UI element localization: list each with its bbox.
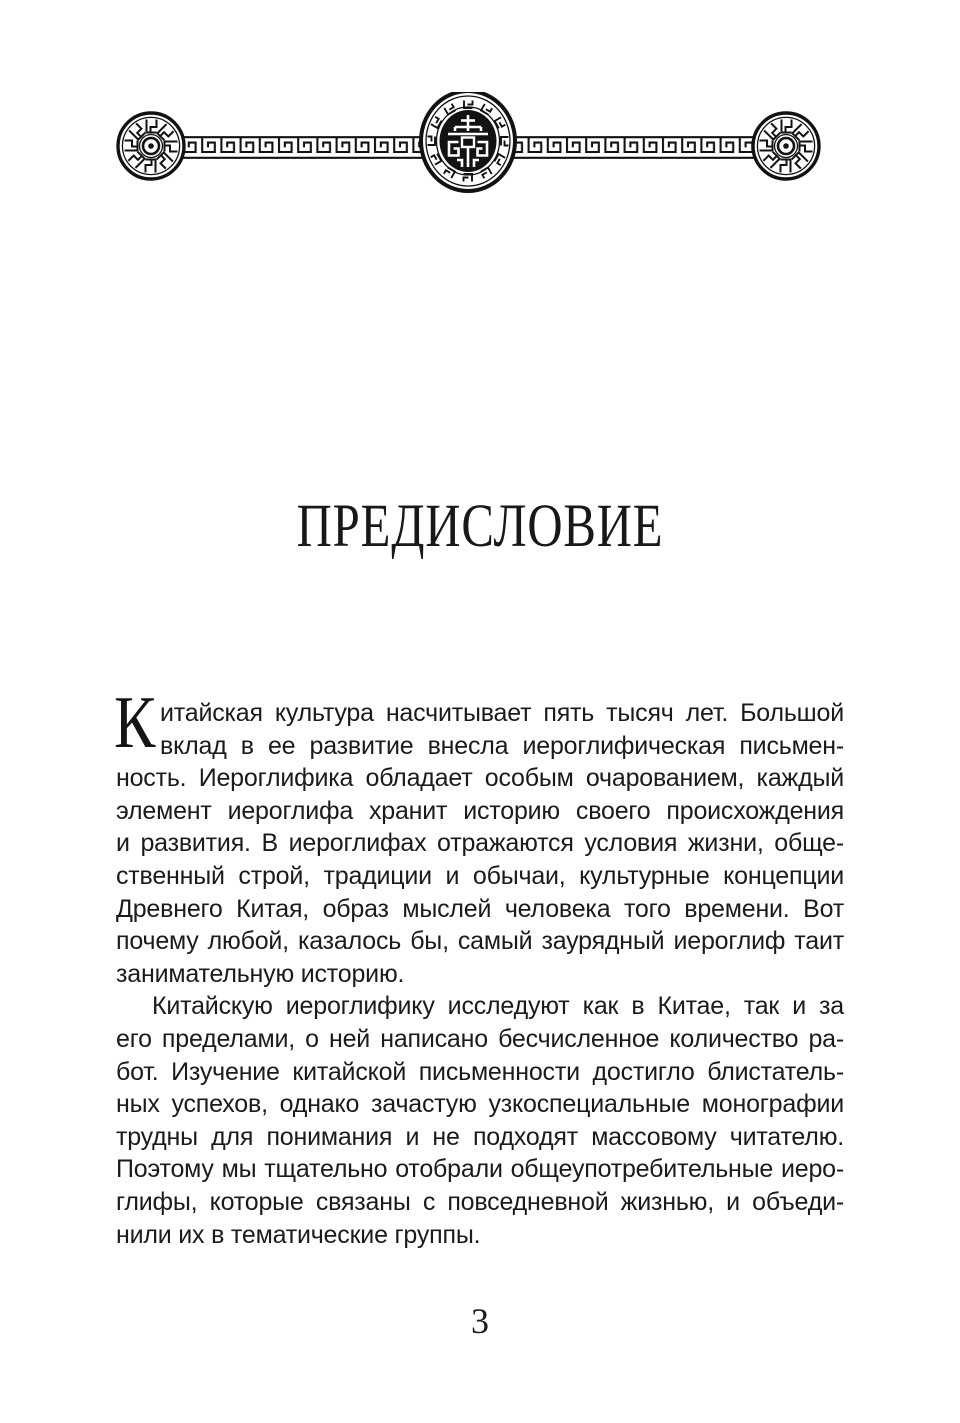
- text-line: Древнего Китая, образ мыслей человека того времени. Вот: [116, 894, 844, 923]
- text-line: Китайскую иероглифику исследуют как в Китае, так и за: [152, 992, 844, 1021]
- ornament-graphic: [0, 92, 960, 212]
- text-line: занимательную историю.: [116, 959, 405, 988]
- preface-text: [114, 682, 844, 1251]
- text-line: трудны для понимания и не подходят массовому читателю.: [116, 1122, 844, 1151]
- text-line: Поэтому мы тщательно отобрали общеупотребительные иеро-: [116, 1155, 844, 1184]
- text-line: его пределами, о ней написано бесчисленное количество ра-: [116, 1024, 844, 1053]
- medallion-left-icon: [118, 113, 184, 179]
- medallion-right-icon: [753, 113, 819, 179]
- paragraph-2: [116, 990, 844, 1251]
- paragraph-1: [116, 697, 844, 990]
- drop-cap: К: [114, 682, 156, 764]
- text-line: элемент иероглифа хранит историю своего происхождения: [116, 796, 844, 825]
- page-number: 3: [471, 1301, 489, 1341]
- text-line: ственный строй, традиции и обычаи, культурные концепции: [116, 861, 844, 890]
- text-line: бот. Изучение китайской письменности достигло блистатель-: [116, 1057, 844, 1086]
- shou-medallion-icon: [421, 92, 515, 191]
- text-line: вклад в ее развитие внесла иероглифическая письмен-: [160, 731, 844, 760]
- text-line: ных успехов, однако зачастую узкоспециальные монографии: [116, 1090, 844, 1119]
- text-line: ность. Иероглифика обладает особым очарованием, каждый: [116, 764, 844, 793]
- header-ornament: [0, 92, 960, 212]
- text-line: почему любой, казалось бы, самый заурядный иероглиф таит: [116, 927, 844, 956]
- text-line: нили их в тематические группы.: [116, 1220, 481, 1249]
- text-line: итайская культура насчитывает пять тысяч лет. Большой: [160, 699, 844, 727]
- text-line: и развития. В иероглифах отражаются условия жизни, обще-: [116, 829, 844, 858]
- text-line: глифы, которые связаны с повседневной жизнью, и объеди-: [116, 1187, 844, 1216]
- chapter-title: ПРЕДИСЛОВИЕ: [296, 493, 664, 560]
